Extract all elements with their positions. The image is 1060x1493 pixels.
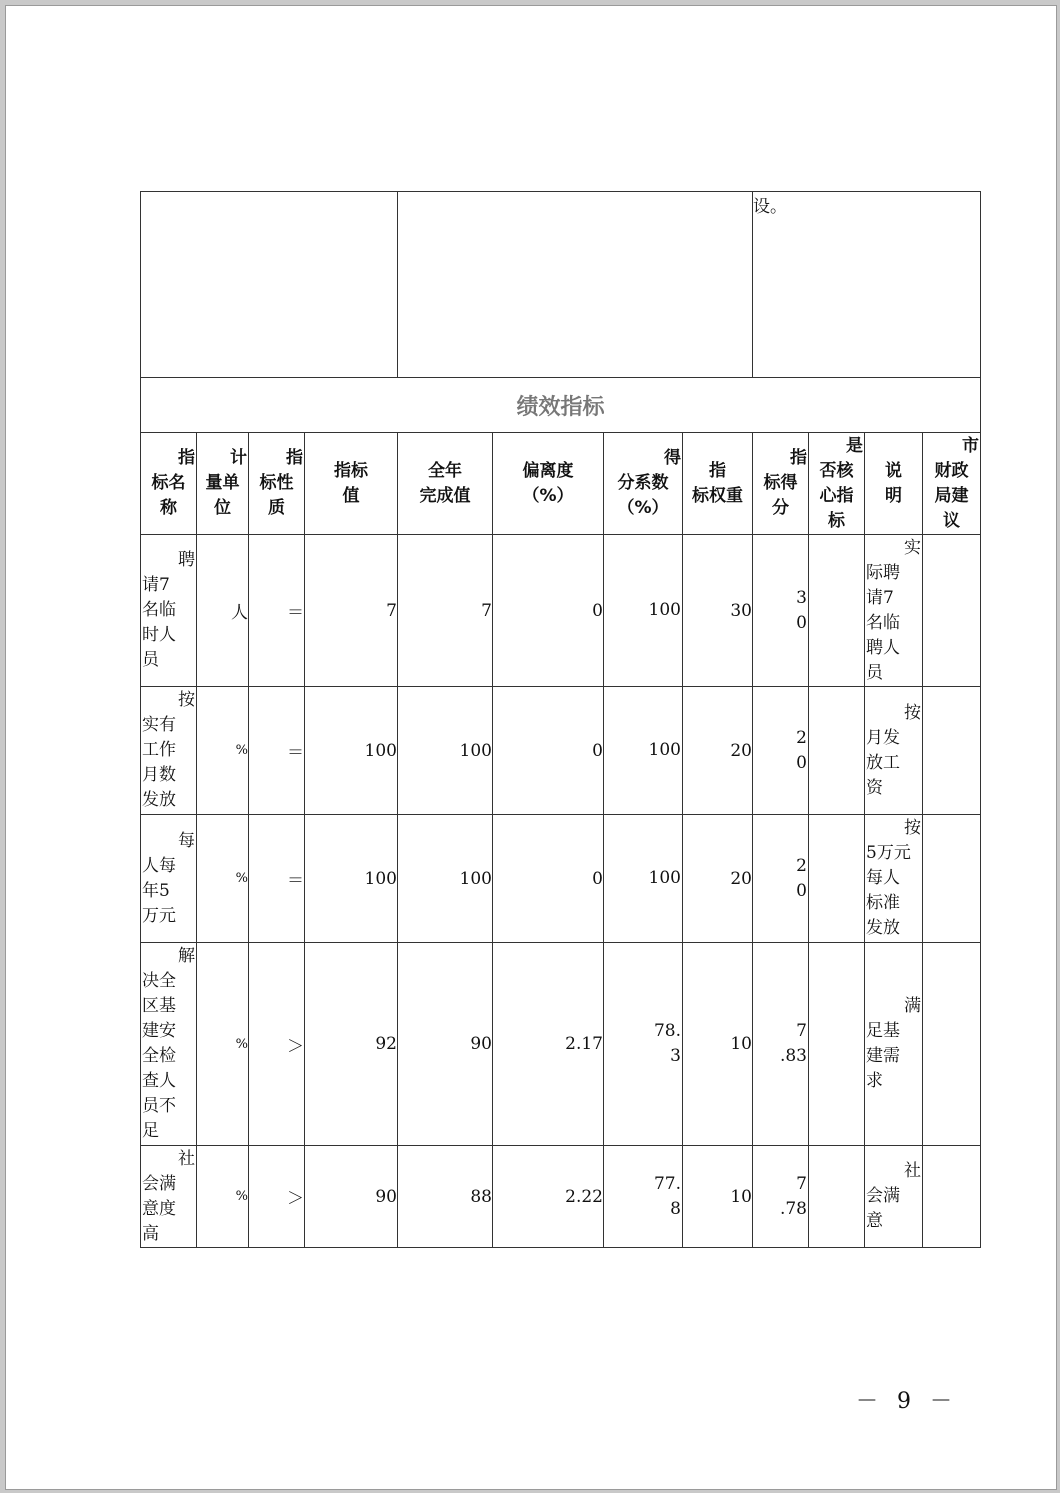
cell-actual: 90 xyxy=(398,943,493,1146)
score-line: 2 xyxy=(796,855,807,876)
header-deviation-line: （%） xyxy=(522,485,574,506)
name-line: 工作 xyxy=(142,740,176,760)
table-row xyxy=(141,1146,981,1248)
section-title-row xyxy=(141,378,981,433)
desc-line: 发放 xyxy=(866,918,900,938)
header-score xyxy=(753,433,809,535)
header-score-line: 标得 xyxy=(763,473,798,493)
name-line: 请7 xyxy=(142,575,170,595)
cell-weight: 30 xyxy=(683,535,753,687)
desc-line: 求 xyxy=(866,1071,883,1091)
cell-weight: 20 xyxy=(683,687,753,815)
score-line: 2 xyxy=(796,727,807,748)
header-score-line: 指 xyxy=(790,448,807,468)
performance-table xyxy=(140,191,981,1248)
cell-score xyxy=(753,1146,809,1248)
coef-line: 100 xyxy=(648,868,681,888)
header-core xyxy=(809,433,865,535)
section-title: 绩效指标 xyxy=(141,378,981,433)
cell-deviation: 2.22 xyxy=(493,1146,604,1248)
table-row xyxy=(141,687,981,815)
cell-value: 100 xyxy=(305,815,398,943)
desc-line: 5万元 xyxy=(866,843,911,863)
cell-advice xyxy=(923,687,981,815)
name-line: 区基 xyxy=(142,996,176,1016)
header-value-line: 值 xyxy=(342,485,360,506)
coef-line: 100 xyxy=(648,740,681,760)
desc-line: 月发 xyxy=(866,727,900,748)
header-desc-line: 明 xyxy=(885,485,902,506)
cell-advice xyxy=(923,815,981,943)
cell-value: 90 xyxy=(305,1146,398,1248)
cell-coef xyxy=(604,943,683,1146)
desc-line: 标准 xyxy=(866,893,900,913)
header-name-line: 指 xyxy=(178,448,195,468)
score-line: .83 xyxy=(779,1046,807,1066)
header-name-line: 标名 xyxy=(151,473,186,493)
cell-advice xyxy=(923,535,981,687)
name-line: 查人 xyxy=(142,1071,176,1091)
header-deviation xyxy=(493,433,604,535)
cell-deviation: 2.17 xyxy=(493,943,604,1146)
header-name xyxy=(141,433,197,535)
top-row xyxy=(141,192,981,378)
header-unit-line: 位 xyxy=(214,498,231,518)
cell-nature: ＞ xyxy=(249,943,305,1146)
header-weight-line: 指 xyxy=(709,460,726,481)
header-actual xyxy=(398,433,493,535)
name-line: 按 xyxy=(178,690,195,710)
cell-score xyxy=(753,687,809,815)
name-line: 决全 xyxy=(142,971,176,991)
header-nature-line: 标性 xyxy=(259,473,294,493)
cell-advice xyxy=(923,1146,981,1248)
header-value-line: 指标 xyxy=(334,460,368,481)
header-core-line: 否核 xyxy=(819,460,854,481)
cell-coef xyxy=(604,687,683,815)
header-unit xyxy=(197,433,249,535)
score-line: 0 xyxy=(796,752,807,773)
name-line: 发放 xyxy=(142,790,176,810)
desc-line: 员 xyxy=(866,662,883,683)
cell-core xyxy=(809,1146,865,1248)
cell-nature: ＞ xyxy=(249,1146,305,1248)
desc-line: 满 xyxy=(904,996,921,1016)
cell-core xyxy=(809,687,865,815)
score-line: .78 xyxy=(779,1198,807,1219)
name-line: 时人 xyxy=(142,625,176,645)
name-line: 年5 xyxy=(142,880,170,901)
coef-line: 100 xyxy=(648,600,681,620)
cell-desc xyxy=(865,535,923,687)
cell-name xyxy=(141,687,197,815)
cell-coef xyxy=(604,535,683,687)
cell-unit: % xyxy=(197,943,249,1146)
cell-advice xyxy=(923,943,981,1146)
desc-line: 足基 xyxy=(866,1021,900,1041)
score-line: 7 xyxy=(796,1021,807,1041)
header-coef-line: 得 xyxy=(664,448,681,468)
header-advice-line: 市 xyxy=(962,435,979,456)
score-line: 3 xyxy=(796,587,807,608)
name-line: 万元 xyxy=(142,905,176,926)
header-weight-line: 标权重 xyxy=(692,485,743,506)
name-line: 月数 xyxy=(142,765,176,785)
desc-line: 资 xyxy=(866,777,883,798)
header-deviation-line: 偏离度 xyxy=(522,460,574,481)
header-score-line: 分 xyxy=(772,498,789,518)
top-cell-left xyxy=(141,192,398,378)
cell-weight: 10 xyxy=(683,943,753,1146)
header-desc xyxy=(865,433,923,535)
header-desc-line: 说 xyxy=(885,460,902,481)
cell-desc xyxy=(865,943,923,1146)
header-row xyxy=(141,433,981,535)
top-cell-middle xyxy=(398,192,753,378)
cell-name xyxy=(141,943,197,1146)
name-line: 人每 xyxy=(142,855,176,876)
cell-coef xyxy=(604,1146,683,1248)
header-core-line: 标 xyxy=(828,510,845,531)
cell-value: 7 xyxy=(305,535,398,687)
name-line: 会满 xyxy=(142,1173,176,1194)
header-nature-line: 质 xyxy=(268,498,285,518)
cell-unit: 人 xyxy=(197,535,249,687)
header-weight xyxy=(683,433,753,535)
score-line: 0 xyxy=(796,880,807,901)
desc-line: 按 xyxy=(904,818,921,838)
cell-deviation: 0 xyxy=(493,815,604,943)
table-row xyxy=(141,815,981,943)
cell-desc xyxy=(865,687,923,815)
name-line: 意度 xyxy=(142,1198,176,1219)
name-line: 解 xyxy=(178,946,195,966)
name-line: 名临 xyxy=(142,600,176,620)
cell-core xyxy=(809,535,865,687)
top-cell-note xyxy=(753,192,981,378)
cell-core xyxy=(809,815,865,943)
desc-line: 请7 xyxy=(866,587,894,608)
cell-actual: 7 xyxy=(398,535,493,687)
desc-line: 社 xyxy=(904,1161,921,1181)
header-core-line: 心指 xyxy=(819,485,854,506)
header-coef-line: （%） xyxy=(617,498,669,518)
desc-line: 际聘 xyxy=(866,562,900,583)
name-line: 建安 xyxy=(142,1021,176,1041)
coef-line: 78. xyxy=(653,1021,681,1041)
cell-deviation: 0 xyxy=(493,687,604,815)
desc-line: 意 xyxy=(866,1211,883,1231)
header-nature-line: 指 xyxy=(286,448,303,468)
desc-line: 聘人 xyxy=(866,637,900,658)
cell-nature: ＝ xyxy=(249,687,305,815)
cell-unit: % xyxy=(197,1146,249,1248)
score-line: 7 xyxy=(796,1173,807,1194)
cell-unit: % xyxy=(197,815,249,943)
cell-weight: 10 xyxy=(683,1146,753,1248)
desc-line: 按 xyxy=(904,702,921,723)
top-note-text: 设。 xyxy=(753,197,787,217)
desc-line: 实 xyxy=(904,537,921,558)
header-coef xyxy=(604,433,683,535)
cell-deviation: 0 xyxy=(493,535,604,687)
cell-weight: 20 xyxy=(683,815,753,943)
cell-actual: 100 xyxy=(398,815,493,943)
header-coef-line: 分系数 xyxy=(617,473,669,493)
header-actual-line: 全年 xyxy=(428,460,462,481)
header-name-line: 称 xyxy=(160,498,177,518)
cell-nature: ＝ xyxy=(249,535,305,687)
cell-score xyxy=(753,535,809,687)
header-unit-line: 量单 xyxy=(205,473,240,493)
header-advice-line: 议 xyxy=(943,510,960,531)
desc-line: 建需 xyxy=(866,1046,900,1066)
name-line: 员 xyxy=(142,650,159,670)
desc-line: 会满 xyxy=(866,1186,900,1206)
desc-line: 放工 xyxy=(866,752,900,773)
cell-core xyxy=(809,943,865,1146)
name-line: 每 xyxy=(178,830,195,851)
cell-value: 92 xyxy=(305,943,398,1146)
cell-name xyxy=(141,535,197,687)
cell-coef xyxy=(604,815,683,943)
page-number: － 9 － xyxy=(856,1389,958,1414)
cell-score xyxy=(753,943,809,1146)
cell-actual: 88 xyxy=(398,1146,493,1248)
cell-desc xyxy=(865,815,923,943)
coef-line: 8 xyxy=(670,1198,681,1219)
name-line: 社 xyxy=(178,1148,195,1169)
desc-line: 名临 xyxy=(866,612,900,633)
cell-name xyxy=(141,815,197,943)
header-unit-line: 计 xyxy=(230,448,247,468)
name-line: 实有 xyxy=(142,715,176,735)
cell-nature: ＝ xyxy=(249,815,305,943)
cell-name xyxy=(141,1146,197,1248)
score-line: 0 xyxy=(796,612,807,633)
name-line: 员不 xyxy=(142,1096,176,1116)
header-value xyxy=(305,433,398,535)
name-line: 足 xyxy=(142,1121,159,1141)
name-line: 高 xyxy=(142,1223,159,1244)
header-advice-line: 局建 xyxy=(934,485,969,506)
header-advice-line: 财政 xyxy=(934,460,969,481)
header-core-line: 是 xyxy=(846,435,863,456)
table-row xyxy=(141,535,981,687)
table-row xyxy=(141,943,981,1146)
desc-line: 每人 xyxy=(866,868,900,888)
cell-unit: % xyxy=(197,687,249,815)
cell-desc xyxy=(865,1146,923,1248)
header-actual-line: 完成值 xyxy=(419,485,471,506)
cell-actual: 100 xyxy=(398,687,493,815)
cell-value: 100 xyxy=(305,687,398,815)
header-nature xyxy=(249,433,305,535)
table-body xyxy=(141,535,981,1248)
name-line: 聘 xyxy=(178,550,195,570)
name-line: 全检 xyxy=(142,1046,176,1066)
coef-line: 77. xyxy=(653,1173,681,1194)
coef-line: 3 xyxy=(670,1046,681,1066)
header-advice xyxy=(923,433,981,535)
cell-score xyxy=(753,815,809,943)
